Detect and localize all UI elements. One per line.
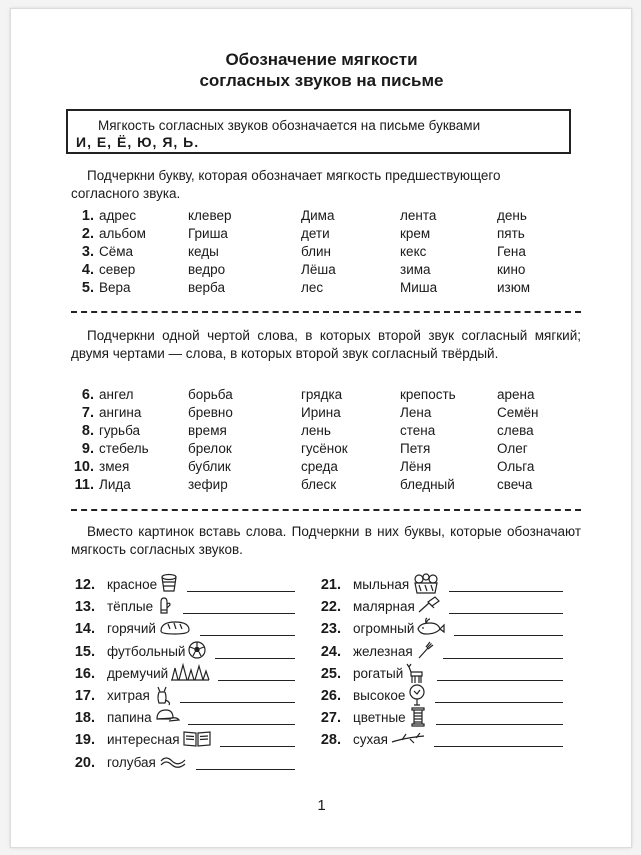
adjective-label: голубая bbox=[107, 754, 156, 770]
word-option[interactable]: блеск bbox=[301, 477, 337, 492]
answer-blank-line[interactable] bbox=[218, 680, 295, 681]
word-option[interactable]: среда bbox=[301, 459, 338, 474]
word-option[interactable]: кекс bbox=[400, 244, 427, 259]
word-option[interactable]: Гена bbox=[497, 244, 526, 259]
answer-blank-line[interactable] bbox=[437, 680, 563, 681]
exercise-number: 16. bbox=[74, 665, 95, 682]
adjective-label: хитрая bbox=[107, 688, 150, 703]
word-option[interactable]: север bbox=[99, 262, 136, 277]
word-option[interactable]: арена bbox=[497, 387, 535, 402]
word-option[interactable]: Семён bbox=[497, 405, 539, 420]
word-option[interactable]: Дима bbox=[301, 208, 335, 223]
exercise-number: 17. bbox=[74, 688, 95, 704]
adjective-label: дремучий bbox=[107, 665, 169, 681]
exercise-number: 8. bbox=[81, 423, 94, 439]
task3-instruction bbox=[71, 523, 581, 559]
word-option[interactable]: ангел bbox=[99, 387, 134, 402]
answer-blank-line[interactable] bbox=[435, 702, 563, 703]
ribbon-icon bbox=[158, 751, 188, 776]
adjective-label: высокое bbox=[353, 688, 406, 703]
word-option[interactable]: свеча bbox=[497, 477, 533, 492]
exercise-number: 20. bbox=[74, 754, 95, 771]
word-option[interactable]: Миша bbox=[400, 280, 438, 295]
word-option[interactable]: стена bbox=[400, 423, 436, 438]
word-option[interactable]: слева bbox=[497, 423, 534, 438]
section-divider bbox=[71, 311, 581, 313]
answer-blank-line[interactable] bbox=[187, 591, 295, 592]
word-option[interactable]: стебель bbox=[99, 441, 149, 456]
word-option[interactable]: Ольга bbox=[497, 459, 535, 474]
exercise-number: 28. bbox=[320, 732, 341, 749]
answer-blank-line[interactable] bbox=[200, 635, 295, 636]
word-option[interactable]: Петя bbox=[400, 441, 431, 456]
word-option[interactable]: крепость bbox=[400, 387, 456, 402]
word-option[interactable]: лень bbox=[301, 423, 331, 438]
word-option[interactable]: брелок bbox=[188, 441, 232, 456]
exercise-number: 15. bbox=[74, 643, 95, 660]
word-option[interactable]: Сёма bbox=[99, 244, 134, 259]
word-option[interactable]: Лёша bbox=[301, 262, 336, 277]
exercise-number: 1. bbox=[81, 208, 94, 224]
word-option[interactable]: лента bbox=[400, 208, 437, 223]
word-option[interactable]: крем bbox=[400, 226, 431, 241]
word-option[interactable]: кино bbox=[497, 262, 526, 277]
answer-blank-line[interactable] bbox=[449, 613, 563, 614]
task1-instruction-line1: Подчеркни букву, которая обозначает мягкость предшествующего bbox=[87, 168, 501, 183]
forest-icon bbox=[170, 662, 210, 687]
word-option[interactable]: ангина bbox=[99, 405, 142, 420]
exercise-number: 25. bbox=[320, 665, 341, 682]
word-option[interactable]: бледный bbox=[400, 477, 455, 492]
word-option[interactable]: Вера bbox=[99, 280, 131, 295]
adjective-label: малярная bbox=[353, 599, 415, 615]
adjective-label: папина bbox=[107, 710, 152, 726]
word-option[interactable]: Ирина bbox=[301, 405, 341, 420]
word-option[interactable]: зима bbox=[400, 262, 431, 277]
exercise-number: 26. bbox=[320, 688, 341, 704]
section-divider bbox=[71, 509, 581, 511]
word-option[interactable]: борьба bbox=[188, 387, 233, 402]
word-option[interactable]: время bbox=[188, 423, 227, 438]
word-option[interactable]: Гриша bbox=[188, 226, 228, 241]
answer-blank-line[interactable] bbox=[443, 658, 563, 659]
word-option[interactable]: зефир bbox=[188, 477, 228, 492]
exercise-number: 6. bbox=[81, 387, 94, 403]
page-number: 1 bbox=[317, 797, 326, 814]
twig-icon bbox=[390, 728, 426, 753]
exercise-number: 19. bbox=[74, 732, 95, 749]
workbook-page bbox=[10, 8, 632, 848]
adjective-label: рогатый bbox=[353, 665, 404, 681]
answer-blank-line[interactable] bbox=[449, 591, 563, 592]
word-option[interactable]: адрес bbox=[99, 208, 137, 223]
word-option[interactable]: изюм bbox=[497, 280, 530, 295]
adjective-label: интересная bbox=[107, 732, 180, 748]
adjective-label: тёплые bbox=[107, 599, 154, 615]
word-option[interactable]: пять bbox=[497, 226, 525, 241]
exercise-number: 14. bbox=[74, 621, 95, 638]
word-option[interactable]: бублик bbox=[188, 459, 231, 474]
word-option[interactable]: Олег bbox=[497, 441, 528, 456]
answer-blank-line[interactable] bbox=[434, 746, 563, 747]
page-title-line1: Обозначение мягкости bbox=[225, 50, 418, 69]
word-option[interactable]: Лена bbox=[400, 405, 432, 420]
answer-blank-line[interactable] bbox=[436, 724, 563, 725]
exercise-number: 3. bbox=[81, 244, 94, 260]
adjective-label: мыльная bbox=[353, 577, 410, 592]
rule-letters: И, Е, Ё, Ю, Я, Ь. bbox=[76, 134, 200, 150]
adjective-label: огромный bbox=[353, 621, 415, 637]
adjective-label: сухая bbox=[353, 732, 388, 748]
task3-instruction-text: Вместо картинок вставь слова. Подчеркни в них буквы, которые обозначают мягкость согласных звуков. bbox=[71, 524, 581, 557]
word-option[interactable]: день bbox=[497, 208, 527, 223]
word-option[interactable]: кеды bbox=[188, 244, 219, 259]
word-option[interactable]: змея bbox=[99, 459, 130, 474]
word-option[interactable]: клевер bbox=[188, 208, 232, 223]
exercise-number: 21. bbox=[320, 577, 341, 593]
task1-instruction bbox=[71, 167, 579, 203]
exercise-number: 2. bbox=[81, 226, 94, 242]
word-option[interactable]: гусёнок bbox=[301, 441, 348, 456]
rule-text: Мягкость согласных звуков обозначается на письме буквами bbox=[98, 118, 481, 133]
exercise-number: 23. bbox=[320, 621, 341, 638]
exercise-number: 13. bbox=[74, 599, 95, 616]
word-option[interactable]: гурьба bbox=[99, 423, 140, 438]
exercise-number: 22. bbox=[320, 599, 341, 616]
exercise-number: 11. bbox=[74, 477, 94, 493]
exercise-number: 7. bbox=[81, 405, 94, 421]
word-option[interactable]: дети bbox=[301, 226, 330, 241]
exercise-number: 9. bbox=[81, 441, 94, 457]
task2-instruction-text: Подчеркни одной чертой слова, в которых второй звук согласный мягкий; двумя чертами — слова, в которых второй звук согласный твёрдый. bbox=[71, 328, 581, 361]
answer-blank-line[interactable] bbox=[196, 769, 295, 770]
answer-blank-line[interactable] bbox=[183, 613, 295, 614]
exercise-number: 24. bbox=[320, 643, 341, 660]
exercise-number: 10. bbox=[73, 459, 94, 475]
answer-blank-line[interactable] bbox=[180, 702, 295, 703]
exercise-number: 12. bbox=[74, 577, 95, 593]
word-option[interactable]: лес bbox=[301, 280, 324, 295]
answer-blank-line[interactable] bbox=[220, 746, 295, 747]
word-option[interactable]: блин bbox=[301, 244, 331, 259]
adjective-label: железная bbox=[353, 643, 413, 659]
word-option[interactable]: грядка bbox=[301, 387, 343, 402]
task1-instruction-line2: согласного звука. bbox=[71, 186, 181, 201]
word-option[interactable]: бревно bbox=[188, 405, 233, 420]
answer-blank-line[interactable] bbox=[454, 635, 563, 636]
word-option[interactable]: Лёня bbox=[400, 459, 432, 474]
adjective-label: футбольный bbox=[107, 643, 186, 659]
cap-icon bbox=[154, 706, 180, 731]
adjective-label: красное bbox=[107, 577, 158, 592]
page-title-line2: согласных звуков на письме bbox=[199, 71, 444, 90]
answer-blank-line[interactable] bbox=[188, 724, 295, 725]
exercise-number: 27. bbox=[320, 710, 341, 727]
task2-instruction bbox=[71, 327, 581, 363]
word-option[interactable]: верба bbox=[188, 280, 225, 295]
exercise-number: 4. bbox=[81, 262, 94, 278]
adjective-label: горячий bbox=[107, 621, 156, 637]
word-option[interactable]: Лида bbox=[99, 477, 131, 492]
rule-box bbox=[66, 109, 571, 154]
word-option[interactable]: альбом bbox=[99, 226, 146, 241]
word-option[interactable]: ведро bbox=[188, 262, 226, 277]
answer-blank-line[interactable] bbox=[215, 658, 295, 659]
exercise-number: 5. bbox=[81, 280, 94, 296]
adjective-label: цветные bbox=[353, 710, 406, 726]
exercise-number: 18. bbox=[74, 710, 95, 727]
